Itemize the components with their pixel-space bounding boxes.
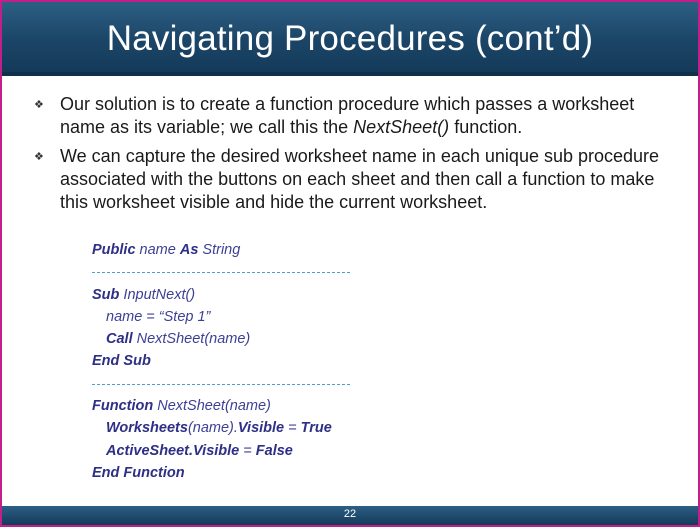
footer-bar [2,506,698,525]
bullet-item [34,93,664,139]
code-line [92,239,392,261]
code-line [92,417,392,439]
code-keyword: Sub [92,286,120,303]
code-text: InputNext() [119,286,196,303]
code-line [92,395,392,417]
code-text: String [198,242,241,258]
function-name-emphasis: NextSheet() [353,117,450,137]
code-line [92,440,392,462]
code-keyword: Call [106,331,133,348]
bullet-text-end: function. [449,117,523,137]
code-keyword: ActiveSheet.Visible [106,442,240,459]
diamond-bullet-icon: ❖ [34,151,44,163]
code-text: name [135,242,180,258]
code-keyword: End Sub [92,353,151,370]
diamond-bullet-icon: ❖ [34,99,44,111]
code-keyword: End Function [92,464,185,481]
bullet-item [34,145,664,214]
code-keyword: True [300,420,332,437]
code-keyword: Visible [237,420,285,437]
code-keyword: Public [92,242,136,258]
page-number: 22 [343,508,357,520]
code-text: (name). [187,420,238,437]
code-line [92,462,392,484]
code-keyword: Function [92,398,154,415]
code-separator [92,373,392,395]
code-text: = [284,420,301,437]
code-separator [92,261,392,283]
code-keyword: As [179,242,199,258]
bullet-text: We can capture the desired worksheet name in each unique sub procedure associated with the buttons on each sheet and then call a function to make this worksheet visible and hide the current worksheet. [60,146,660,212]
bullet-text-start: Our solution is to create a function procedure which passes a worksheet name as its variable; we call this the [60,94,635,137]
code-keyword: False [255,442,293,459]
code-line [92,284,392,306]
code-block [92,239,392,484]
code-text: NextSheet(name) [153,398,271,415]
bullet-list [34,93,664,220]
code-text: NextSheet(name) [132,331,251,348]
title-bar [2,2,698,76]
code-line [92,350,392,372]
code-text: name = “Step 1” [106,308,211,325]
code-line [92,306,392,328]
slide [2,2,698,525]
code-keyword: Worksheets [106,420,188,437]
code-text: = [239,442,256,459]
code-line [92,328,392,350]
slide-title: Navigating Procedures (cont’d) [106,19,594,58]
